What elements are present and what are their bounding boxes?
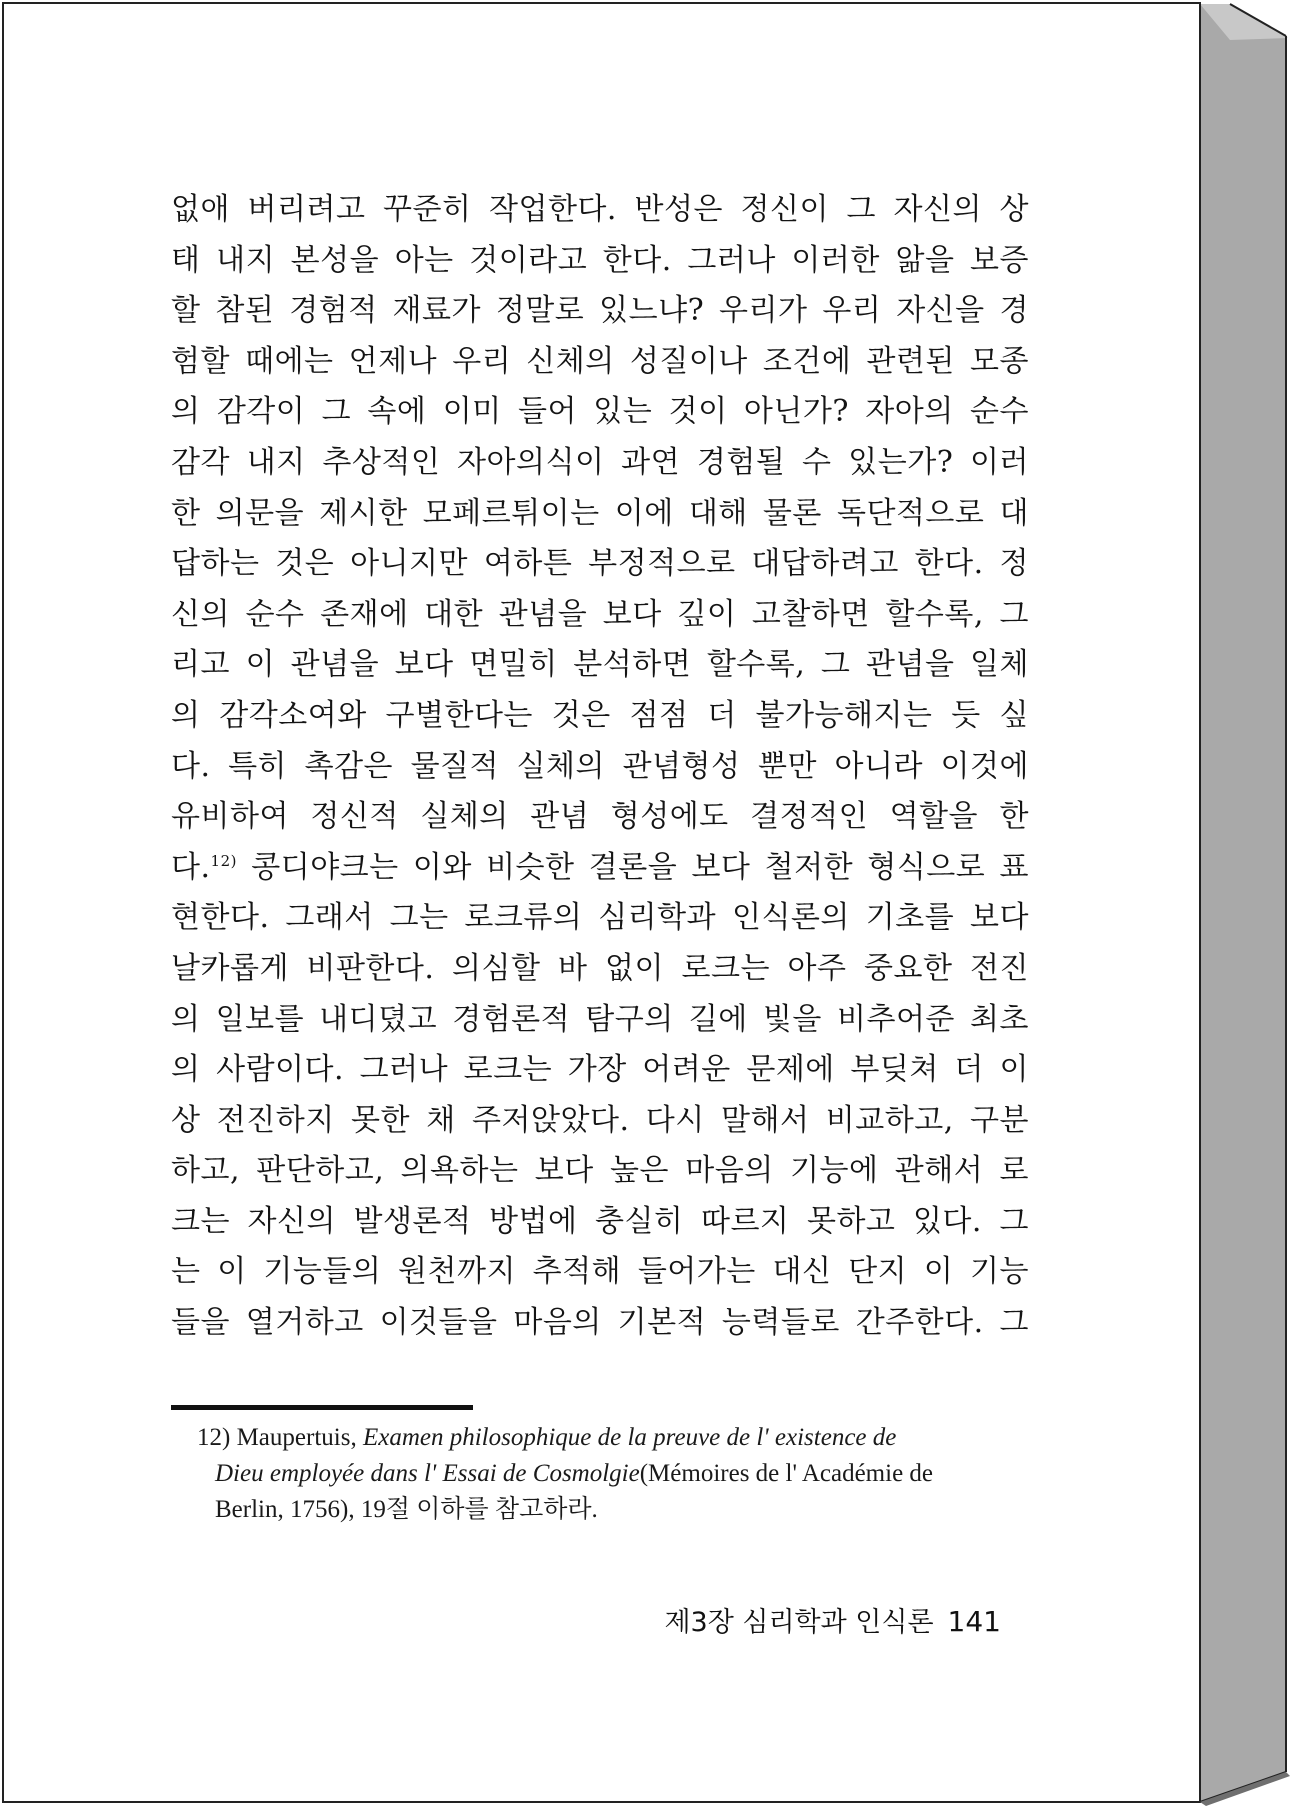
text-line: 없애 버리려고 꾸준히 작업한다. 반성은 정신이 그 자신의 상 [171,192,1029,227]
footnote-reference: 12) [210,851,237,870]
text-line: 다. 특히 촉감은 물질적 실체의 관념형성 뿐만 아니라 이것에 [171,748,1029,784]
footnote-line [171,1420,1031,1456]
text-line: 리고 이 관념을 보다 면밀히 분석하면 할수록, 그 관념을 일체 [171,647,1029,683]
footnote-title-cont: Dieu employée dans l' Essai de Cosmolgie [215,1460,640,1487]
text-line: 의 사람이다. 그러나 로크는 가장 어려운 문제에 부딪쳐 더 이 [171,1052,1029,1088]
text-line: 현한다. 그래서 그는 로크류의 심리학과 인식론의 기초를 보다 [171,900,1029,936]
text-line: 날카롭게 비판한다. 의심할 바 없이 로크는 아주 중요한 전진 [171,950,1029,986]
footnote-line: Berlin, 1756), 19절 이하를 참고하라. [215,1496,598,1523]
body-text [171,185,1029,1349]
text-line: 들을 열거하고 이것들을 마음의 기본적 능력들로 간주한다. 그 [171,1305,1029,1341]
text-line: 할 참된 경험적 재료가 정말로 있느냐? 우리가 우리 자신을 경 [171,293,1029,329]
text-line: 답하는 것은 아니지만 여하튼 부정적으로 대답하려고 한다. 정 [171,546,1029,582]
text-line: 험할 때에는 언제나 우리 신체의 성질이나 조건에 관련된 모종 [171,343,1029,379]
text-line: 감각 내지 추상적인 자아의식이 과연 경험될 수 있는가? 이러 [171,444,1029,480]
page-number: 141 [947,1605,1001,1638]
footnote-separator [171,1405,473,1410]
text-line: 한 의문을 제시한 모페르튀이는 이에 대해 물론 독단적으로 대 [171,495,1029,531]
footnote-number: 12) [197,1424,231,1451]
text-line: 크는 자신의 발생론적 방법에 충실히 따르지 못하고 있다. 그 [171,1203,1029,1239]
text-line: 하고, 판단하고, 의욕하는 보다 높은 마음의 기능에 관해서 로 [171,1153,1029,1189]
running-footer [0,1600,1001,1639]
text-line: 상 전진하지 못한 채 주저앉았다. 다시 말해서 비교하고, 구분 [171,1102,1029,1138]
text-line: 의 감각소여와 구별한다는 것은 점점 더 불가능해지는 듯 싶 [171,697,1029,733]
footnote-source: (Mémoires de l' Académie de [639,1460,934,1487]
line-rest: 콩디야크는 이와 비슷한 결론을 보다 철저한 형식으로 표 [236,849,1029,885]
text-line: 의 일보를 내디뎠고 경험론적 탐구의 길에 빛을 비추어준 최초 [171,1001,1029,1037]
text-line: 유비하여 정신적 실체의 관념 형성에도 결정적인 역할을 한 [171,799,1029,835]
line-prefix: 다. [171,849,211,885]
footnote [171,1420,1031,1528]
footnote-line [171,1456,1031,1492]
text-line: 의 감각이 그 속에 이미 들어 있는 것이 아닌가? 자아의 순수 [171,394,1029,430]
text-line: 는 이 기능들의 원천까지 추적해 들어가는 대신 단지 이 기능 [171,1254,1029,1290]
chapter-title: 제3장 심리학과 인식론 [664,1607,934,1638]
text-line: 태 내지 본성을 아는 것이라고 한다. 그러나 이러한 앎을 보증 [171,242,1029,278]
text-line-with-footnote-ref [171,843,1029,894]
footnote-title: Examen philosophique de la preuve de l' existence de [362,1424,897,1451]
text-line: 신의 순수 존재에 대한 관념을 보다 깊이 고찰하면 할수록, 그 [171,596,1029,632]
footnote-author: Maupertuis, [236,1424,357,1451]
